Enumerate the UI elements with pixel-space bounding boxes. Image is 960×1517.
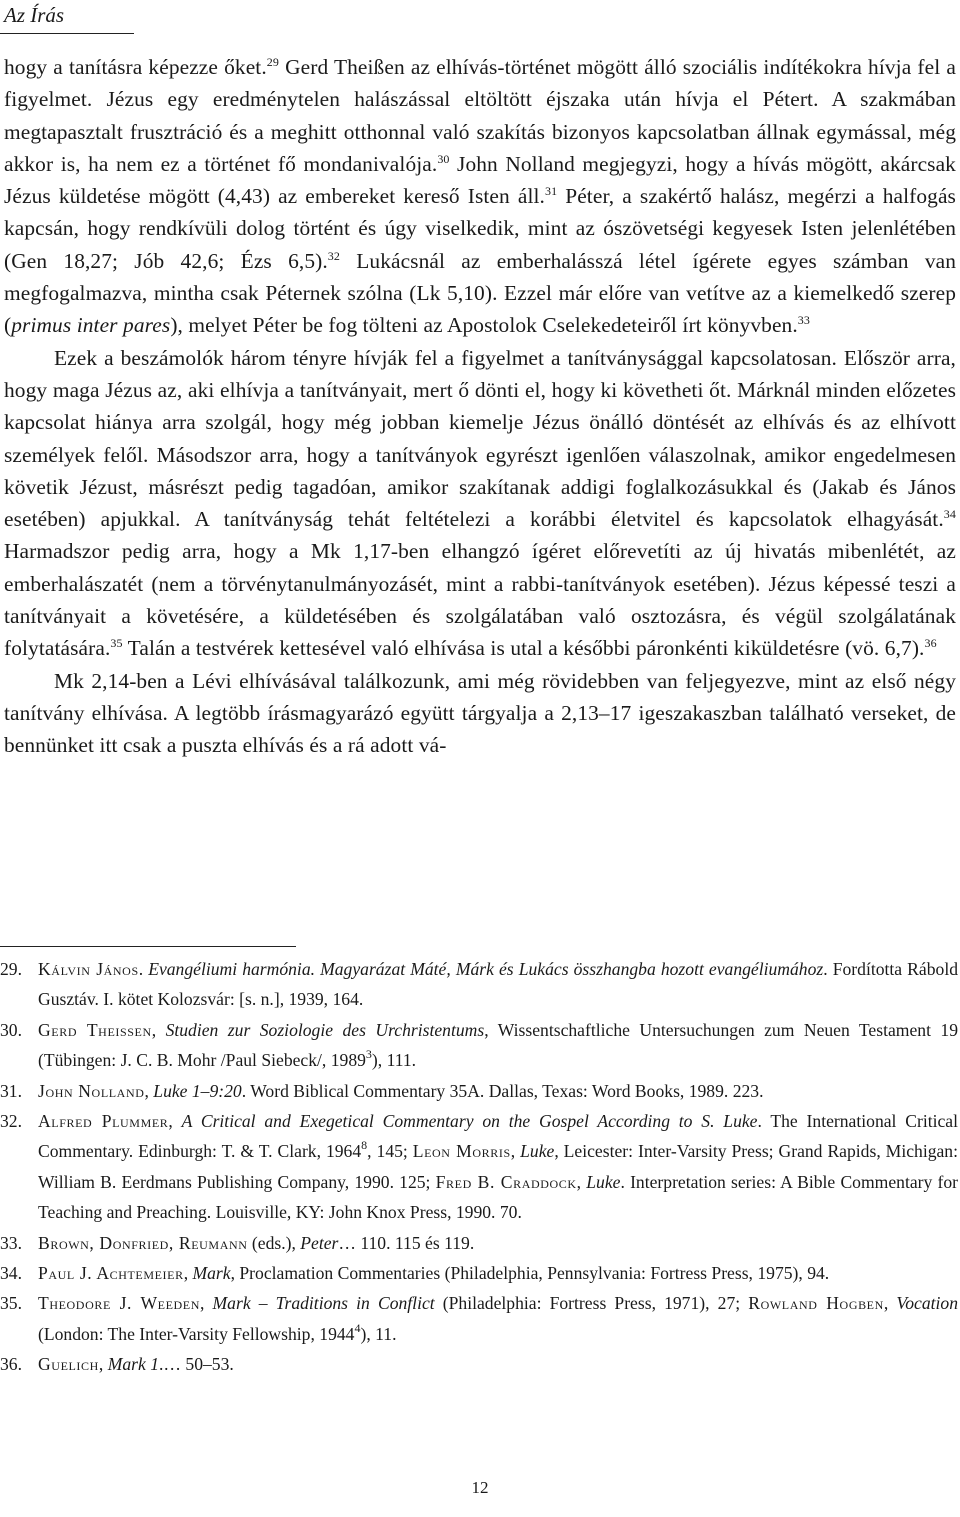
footnote-item	[0, 1015, 958, 1076]
footnotes	[0, 954, 958, 1380]
footnote-number: 32.	[0, 1111, 22, 1132]
footnote-item	[0, 1349, 958, 1379]
footnote-separator	[0, 946, 296, 947]
footnote-item	[0, 1106, 958, 1228]
footnote-text: Paul J. Achtemeier, Mark, Proclamation Commentaries (Philadelphia, Pennsylvania: Fortress Press, 1975), 94.	[38, 1263, 830, 1284]
footnote-text: John Nolland, Luke 1–9:20. Word Biblical Commentary 35A. Dallas, Texas: Word Books, 1989. 223.	[38, 1080, 764, 1101]
footnote-text: Alfred Plummer, A Critical and Exegetical Commentary on the Gospel According to S. Luke. The International Critical Commentary. Edinburgh: T. & T. Clark, 1964$^8$, 145; Leon Morris, Luke, Leicester: Inter-Varsity Press; Grand Rapids, Michigan: William B. Eerdmans Publishing Company, 1990. 125; Fred B. Craddock, Luke. Interpretation series: A Bible Commentary for Teaching and Preaching. Louisville, KY: John Knox Press, 1990. 70.	[38, 1111, 959, 1223]
footnote-number: 30.	[0, 1019, 22, 1040]
header-rule	[0, 33, 134, 34]
footnote-number: 34.	[0, 1263, 22, 1284]
paragraph-3: Mk 2,14-ben a Lévi elhívásával találkozunk, ami még rövidebben van feljegyezve, mint az első négy tanítvány elhívása. A legtöbb írásmagyarázó együtt tárgyalja a 2,13–17 igeszakaszban található verseket, de bennünket itt csak a puszta elhívás és a rá adott vá-	[4, 668, 956, 758]
footnote-item	[0, 1288, 958, 1349]
footnote-item	[0, 1076, 958, 1106]
footnote-text: Theodore J. Weeden, Mark – Traditions in Conflict (Philadelphia: Fortress Press, 1971), 27; Rowland Hogben, Vocation (London: The Inter-Varsity Fellowship, 1944$^4$), 11.	[38, 1293, 958, 1344]
footnote-text: Kálvin János. Evangéliumi harmónia. Magyarázat Máté, Márk és Lukács összhangba hozott evangéliumához. Fordította Rábold Gusztáv. I. kötet Kolozsvár: [s. n.], 1939, 164.	[38, 959, 959, 1010]
footnote-item	[0, 954, 958, 1015]
footnote-text: Gerd Theissen, Studien zur Soziologie des Urchristentums, Wissentschaftliche Untersuchungen zum Neuen Testament 19 (Tübingen: J. C. B. Mohr /Paul Siebeck/, 1989$^3$), 111.	[38, 1019, 959, 1071]
page-number: 12	[471, 1478, 489, 1497]
footnote-number: 29.	[0, 959, 22, 979]
footnote-item	[0, 1228, 958, 1258]
paragraph-1: hogy a tanításra képezze őket.$^{29}$ Gerd Theißen az elhívás-történet mögött álló szociális indítékokra hívja fel a figyelmet. Jézus egy eredménytelen halászással eltöltött éjszaka után hívja el Pétert. A szakmában megtapasztalt frusztráció és a meghitt otthonnal való szakítás bizonyos kapcsolatban állnak egymással, még akkor is, ha nem ez a történet fő mondanivalója.$^{30}$ John Nolland megjegyzi, hogy a hívás mögött, akárcsak Jézus küldetése mögött (4,43) az embereket kereső Isten áll.$^{31}$ Péter, a szakértő halász, megérzi a halfogás kapcsán, hogy rendkívüli dolog történt és úgy viselkedik, mint az ószövetségi kegyesek Isten jelenlétében (Gen 18,27; Jób 42,6; Ézs 6,5).$^{32}$ Lukácsnál az emberhalásszá létel ígérete egyes számban van megfogalmazva, mintha csak Péternek szólna (Lk 5,10). Ezzel már előre van vetítve az a kiemelkedő szerep (primus inter pares), melyet Péter be fog tölteni az Apostolok Cselekedeteiről írt könyvben.$^{33}$	[4, 55, 956, 338]
footnote-text: Brown, Donfried, Reumann (eds.), Peter… 110. 115 és 119.	[38, 1232, 475, 1253]
running-head: Az Írás	[4, 3, 65, 27]
footnote-number: 36.	[0, 1354, 22, 1375]
footnote-number: 31.	[0, 1080, 22, 1101]
paragraph-2: Ezek a beszámolók három tényre hívják fel a figyelmet a tanítványsággal kapcsolatosan. Először arra, hogy maga Jézus az, aki elhívja a tanítványait, mert ő dönti el, hogy ki követheti őt. Márknál minden előzetes kapcsolat hiánya arra szolgál, hogy még jobban kiemelje Jézus önálló döntését az elhívás és az elhívott személyek felől. Másodszor arra, hogy a tanítványok egyrészt igenlően válaszolnak, amikor engedelmesen követik Jézust, másrészt pedig tagadóan, amikor szakítanak addigi foglalkozásukkal és (Jakab és János esetében) apjukkal. A tanítványság tehát feltételezi a korábbi életvitel és kapcsolatok elhagyását.$^{34}$ Harmadszor pedig arra, hogy a Mk 1,17-ben elhangzó ígéret előrevetíti az új hivatás mibenlétét, az emberhalászatét (nem a törvénytanulmányozásét, mint a rabbi-tanítványok esetében). Jézus képessé teszi a tanítványait a követésére, a küldetésében és szolgálatában való osztozásra, és végül szolgálatának folytatására.$^{35}$ Talán a testvérek kettesével való elhívása is utal a későbbi páronkénti kiküldetésre (vö. 6,7).$^{36}$	[4, 345, 956, 661]
footnote-number: 33.	[0, 1232, 22, 1253]
footnote-text: Guelich, Mark 1.… 50–53.	[38, 1354, 234, 1375]
footnote-number: 35.	[0, 1293, 22, 1314]
footnote-item	[0, 1258, 958, 1288]
body-text	[4, 51, 956, 762]
